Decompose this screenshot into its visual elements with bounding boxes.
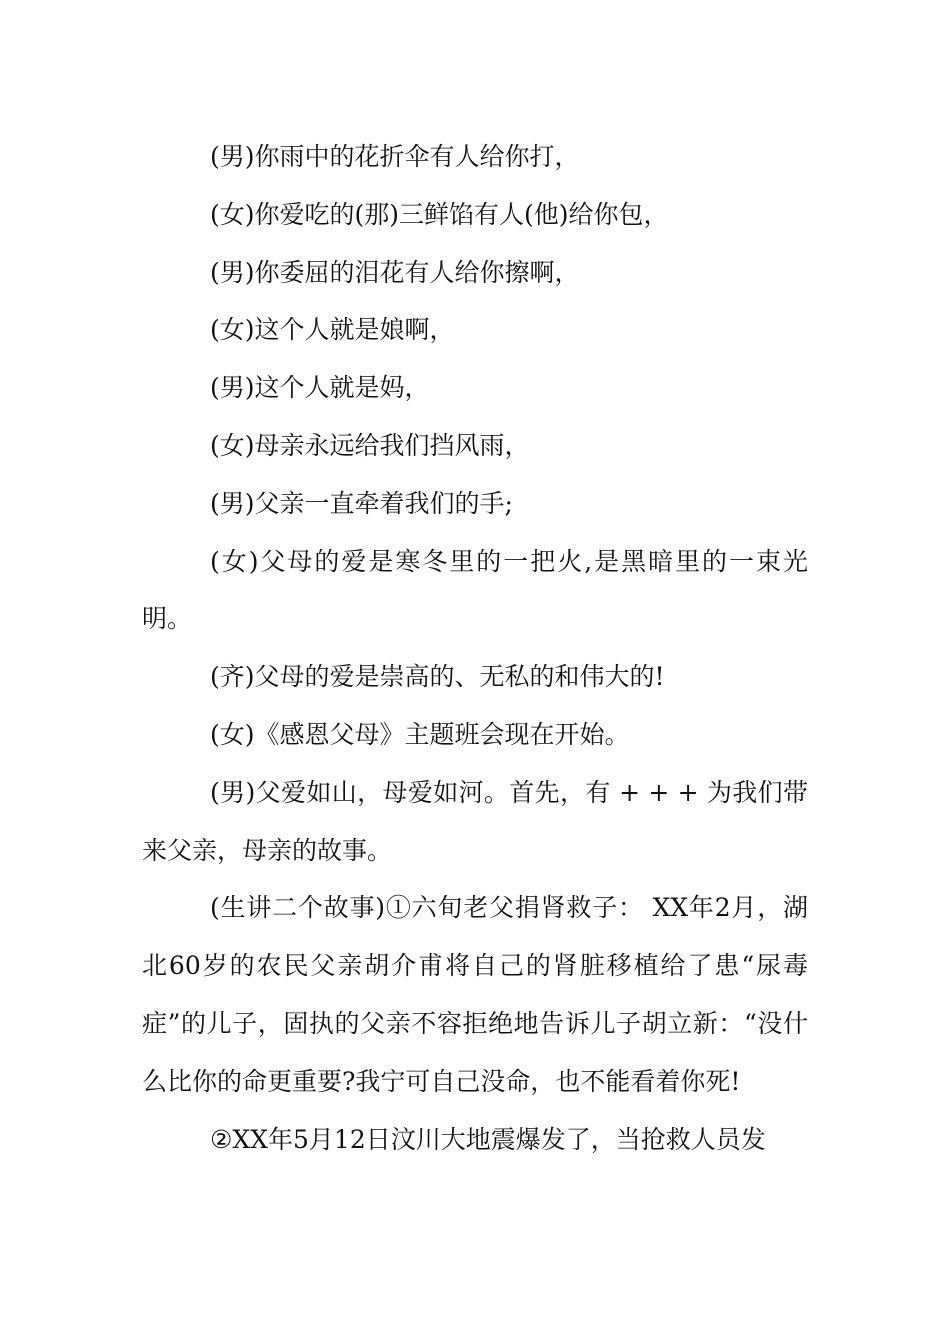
paragraph-9: (齐)父母的爱是崇高的、无私的和伟大的!: [210, 662, 665, 692]
paragraph-6: (女)母亲永远给我们挡风雨，: [210, 430, 530, 460]
paragraph-10: (女)《感恩父母》主题班会现在开始。: [210, 719, 630, 749]
paragraph-4: (女)这个人就是娘啊，: [210, 315, 455, 345]
paragraph-13: ②XX年5月12日汶川大地震爆发了，当抢救人员发: [210, 1124, 766, 1154]
paragraph-7: (男)父亲一直牵着我们的手;: [210, 488, 513, 518]
paragraph-12: (生讲二个故事)①六旬老父捐肾救子： XX年2月，湖北60岁的农民父亲胡介甫将自己的肾脏移植给了患“尿毒症”的儿子，固执的父亲不容拒绝地告诉儿子胡立新：“没什么比你的命更重要?我宁可自己没命，也不能看着你死!: [142, 893, 808, 1096]
paragraph-1: (男)你雨中的花折伞有人给你打，: [210, 142, 580, 171]
paragraph-5: (男)这个人就是妈，: [210, 373, 430, 403]
paragraph-2: (女)你爱吃的(那)三鲜馅有人(他)给你包，: [210, 199, 669, 229]
paragraph-3: (男)你委屈的泪花有人给你擦啊，: [210, 257, 580, 287]
paragraph-8: (女)父母的爱是寒冬里的一把火,是黑暗里的一束光明。: [142, 546, 808, 634]
paragraph-11: (男)父爱如山，母爱如河。首先，有 + + + 为我们带来父亲，母亲的故事。: [142, 777, 808, 865]
document-body: [142, 128, 808, 1168]
